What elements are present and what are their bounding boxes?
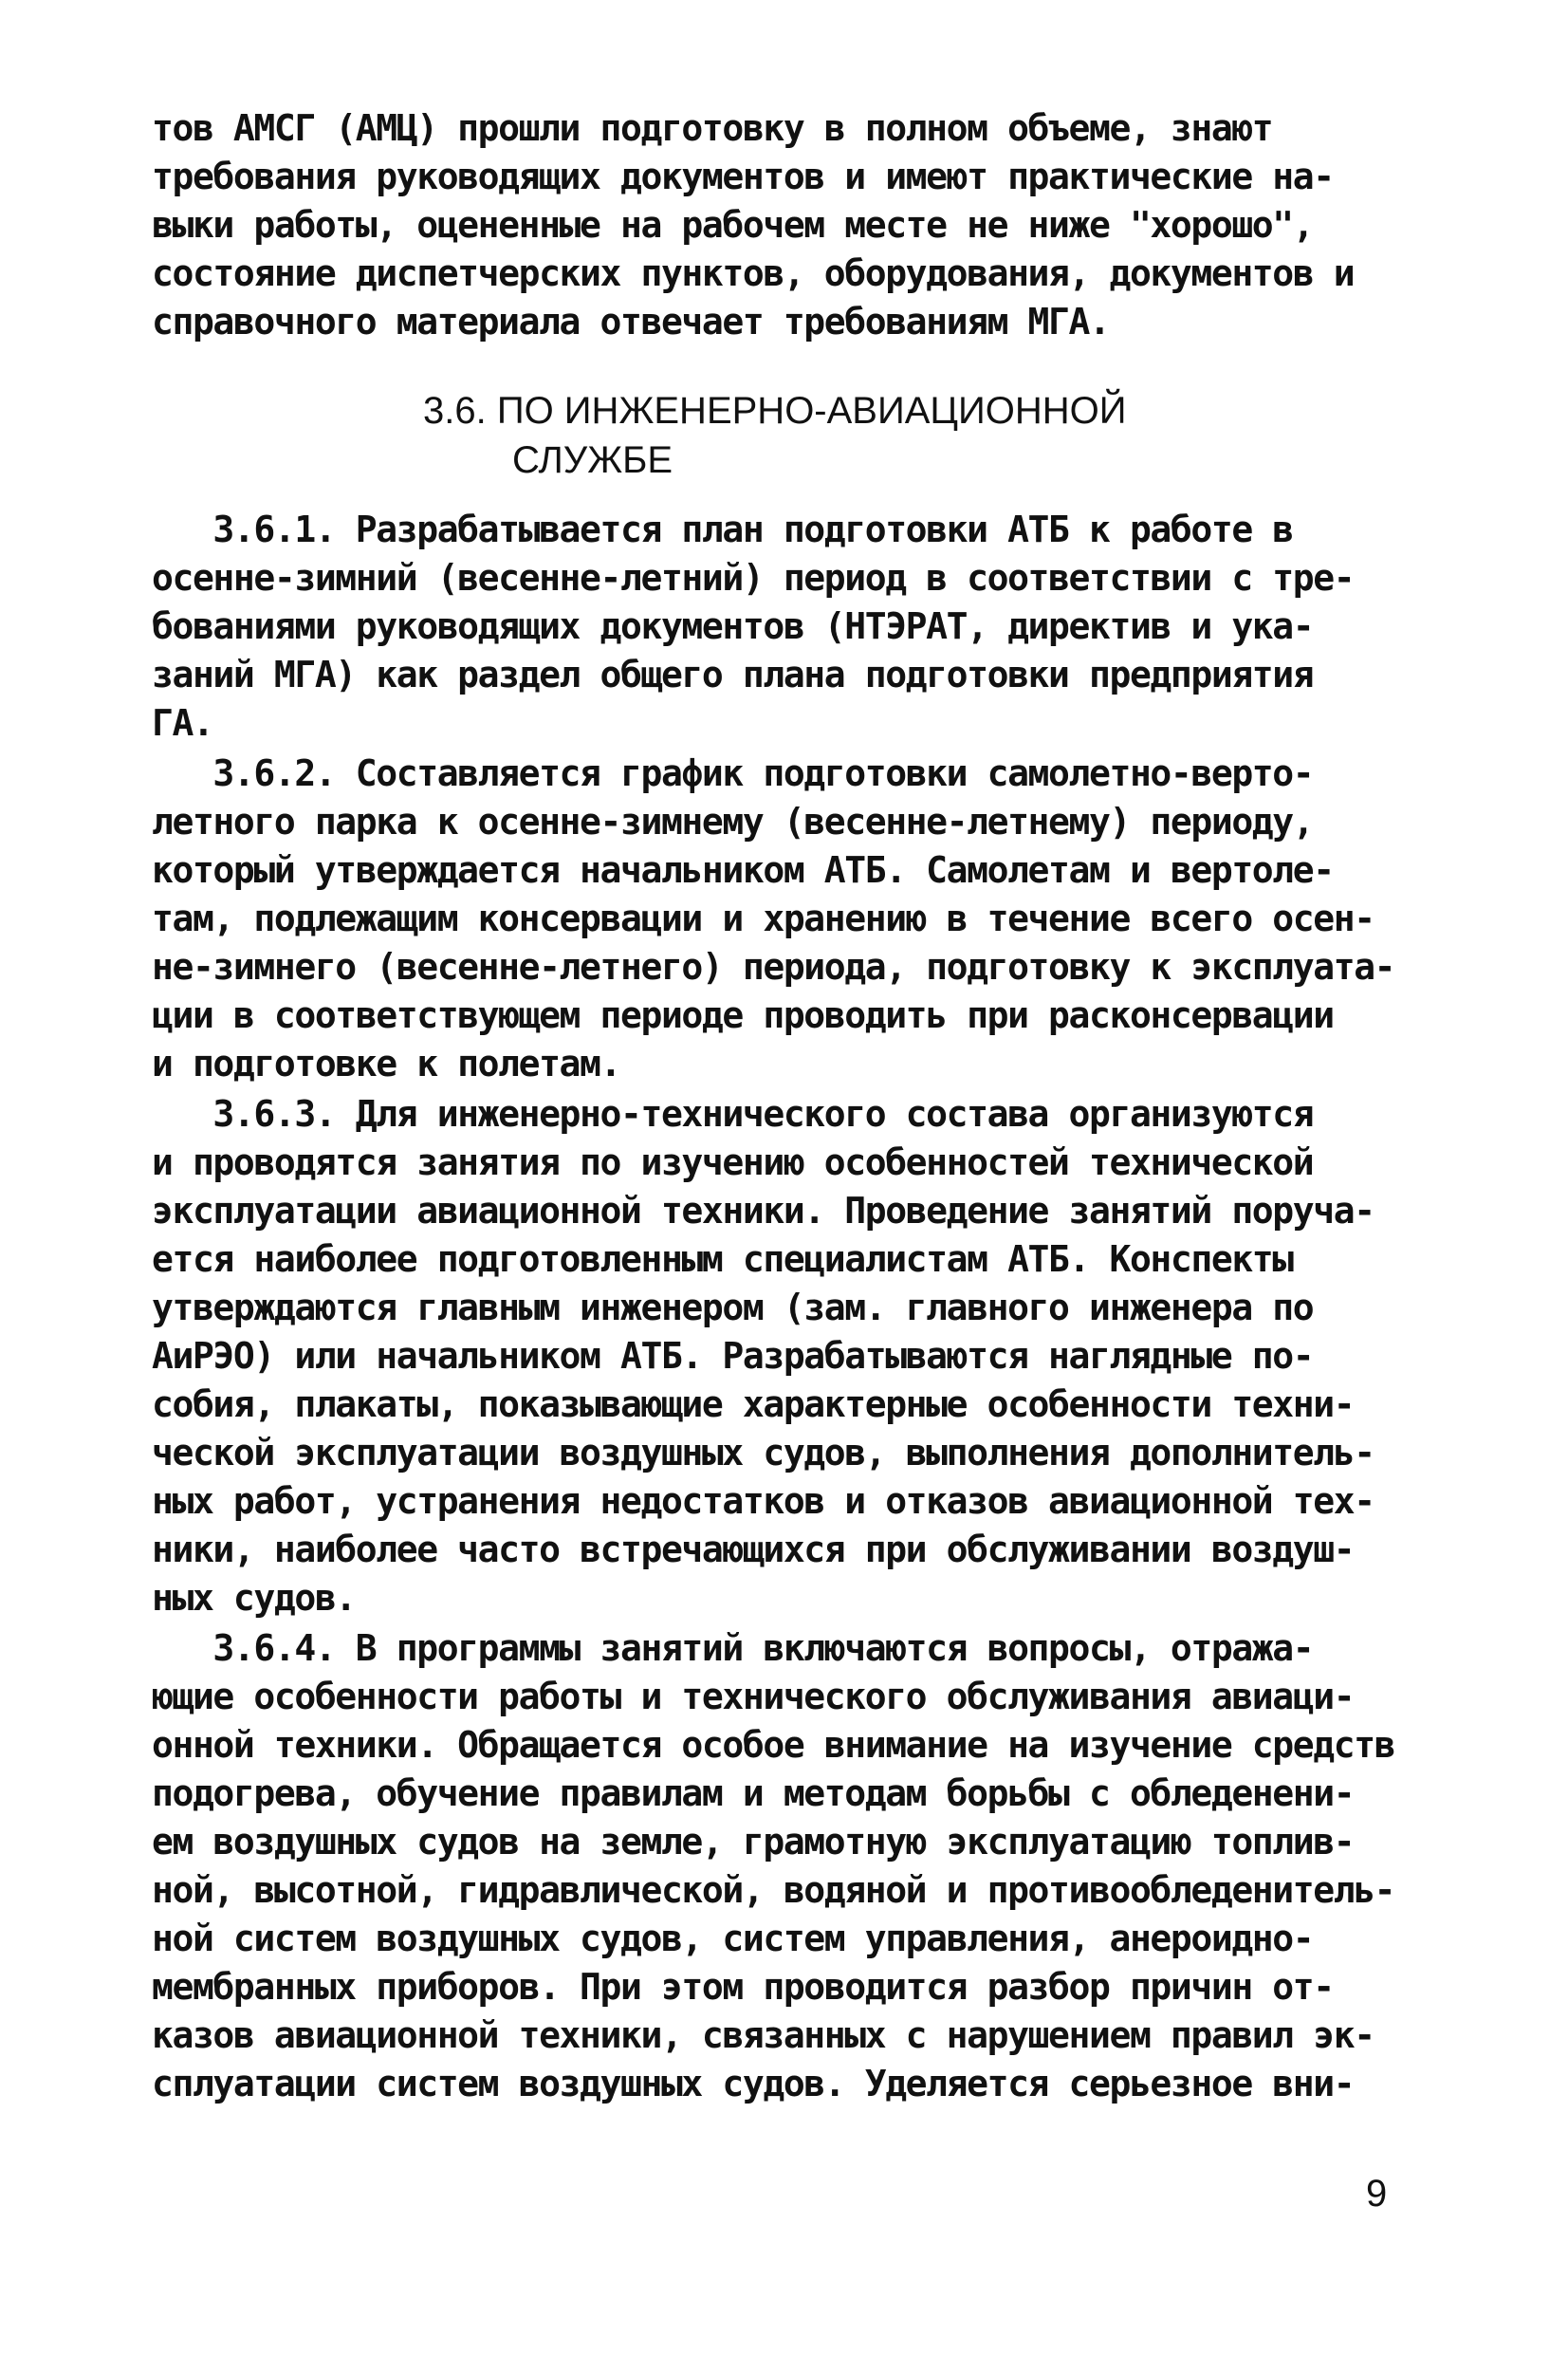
text-line: состояние диспетчерских пунктов, оборудования, документов и xyxy=(152,252,1355,294)
text-line: ции в соответствующем периоде проводить при расконсервации xyxy=(152,994,1334,1036)
text-line: ных судов. xyxy=(152,1577,356,1619)
text-line: подогрева, обучение правилам и методам борьбы с обледенени- xyxy=(152,1772,1355,1814)
text-line: мембранных приборов. При этом проводится разбор причин от- xyxy=(152,1966,1334,2008)
text-line: осенне-зимний (весенне-летний) период в соответствии с тре- xyxy=(152,557,1355,599)
page-number: 9 xyxy=(1366,2173,1388,2215)
text-line: ники, наиболее часто встречающихся при обслуживании воздуш- xyxy=(152,1529,1355,1570)
text-line: справочного материала отвечает требованиям МГА. xyxy=(152,301,1110,343)
text-line: выки работы, оцененные на рабочем месте не ниже "хорошо", xyxy=(152,204,1314,246)
text-line: ем воздушных судов на земле, грамотную эксплуатацию топлив- xyxy=(152,1821,1355,1863)
text-line: эксплуатации авиационной техники. Проведение занятий поруча- xyxy=(152,1190,1374,1232)
text-line: бованиями руководящих документов (НТЭРАТ, директив и ука- xyxy=(152,605,1314,647)
text-line: ной систем воздушных судов, систем управления, анероидно- xyxy=(152,1918,1314,1959)
text-line: не-зимнего (весенне-летнего) периода, подготовку к эксплуата- xyxy=(152,946,1395,988)
text-line: ческой эксплуатации воздушных судов, выполнения дополнитель- xyxy=(152,1432,1374,1474)
paragraph-3-6-2 xyxy=(152,750,1470,1088)
intro-paragraph xyxy=(152,104,1470,346)
text-line: тов АМСГ (АМЦ) прошли подготовку в полном объеме, знают xyxy=(152,107,1273,149)
text-line: онной техники. Обращается особое внимание на изучение средств xyxy=(152,1724,1395,1766)
text-line: ющие особенности работы и технического обслуживания авиаци- xyxy=(152,1676,1355,1717)
text-line: казов авиационной техники, связанных с нарушением правил эк- xyxy=(152,2014,1374,2056)
section-heading-line-1: 3.6. ПО ИНЖЕНЕРНО-АВИАЦИОННОЙ xyxy=(423,390,1127,432)
text-line: ется наиболее подготовленным специалистам АТБ. Конспекты xyxy=(152,1238,1293,1280)
text-line: и проводятся занятия по изучению особенностей технической xyxy=(152,1141,1314,1183)
text-line: там, подлежащим консервации и хранению в течение всего осен- xyxy=(152,898,1374,939)
text-line: утверждаются главным инженером (зам. главного инженера по xyxy=(152,1287,1314,1328)
text-line: 3.6.2. Составляется график подготовки самолетно-верто- xyxy=(152,752,1314,794)
text-line: ГА. xyxy=(152,702,213,744)
paragraph-3-6-1 xyxy=(152,506,1470,748)
text-line: ной, высотной, гидравлической, водяной и противообледенитель- xyxy=(152,1869,1395,1911)
document-page xyxy=(152,104,1470,2108)
text-line: сплуатации систем воздушных судов. Уделяется серьезное вни- xyxy=(152,2063,1355,2104)
text-line: 3.6.1. Разрабатывается план подготовки АТБ к работе в xyxy=(152,509,1293,550)
text-line: ных работ, устранения недостатков и отказов авиационной тех- xyxy=(152,1480,1374,1522)
text-line: 3.6.3. Для инженерно-технического состава организуются xyxy=(152,1093,1314,1135)
paragraph-3-6-4 xyxy=(152,1624,1470,2108)
section-heading-line-2: СЛУЖБЕ xyxy=(512,439,673,481)
section-heading xyxy=(152,386,1470,485)
text-line: летного парка к осенне-зимнему (весенне-летнему) периоду, xyxy=(152,801,1314,843)
text-line: требования руководящих документов и имеют практические на- xyxy=(152,156,1334,197)
text-line: 3.6.4. В программы занятий включаются вопросы, отража- xyxy=(152,1627,1314,1669)
text-line: собия, плакаты, показывающие характерные особенности техни- xyxy=(152,1383,1355,1425)
text-line: который утверждается начальником АТБ. Самолетам и вертоле- xyxy=(152,849,1334,891)
text-line: заний МГА) как раздел общего плана подготовки предприятия xyxy=(152,654,1314,695)
text-line: и подготовке к полетам. xyxy=(152,1043,620,1084)
text-line: АиРЭО) или начальником АТБ. Разрабатываются наглядные по- xyxy=(152,1335,1314,1377)
paragraph-3-6-3 xyxy=(152,1090,1470,1622)
